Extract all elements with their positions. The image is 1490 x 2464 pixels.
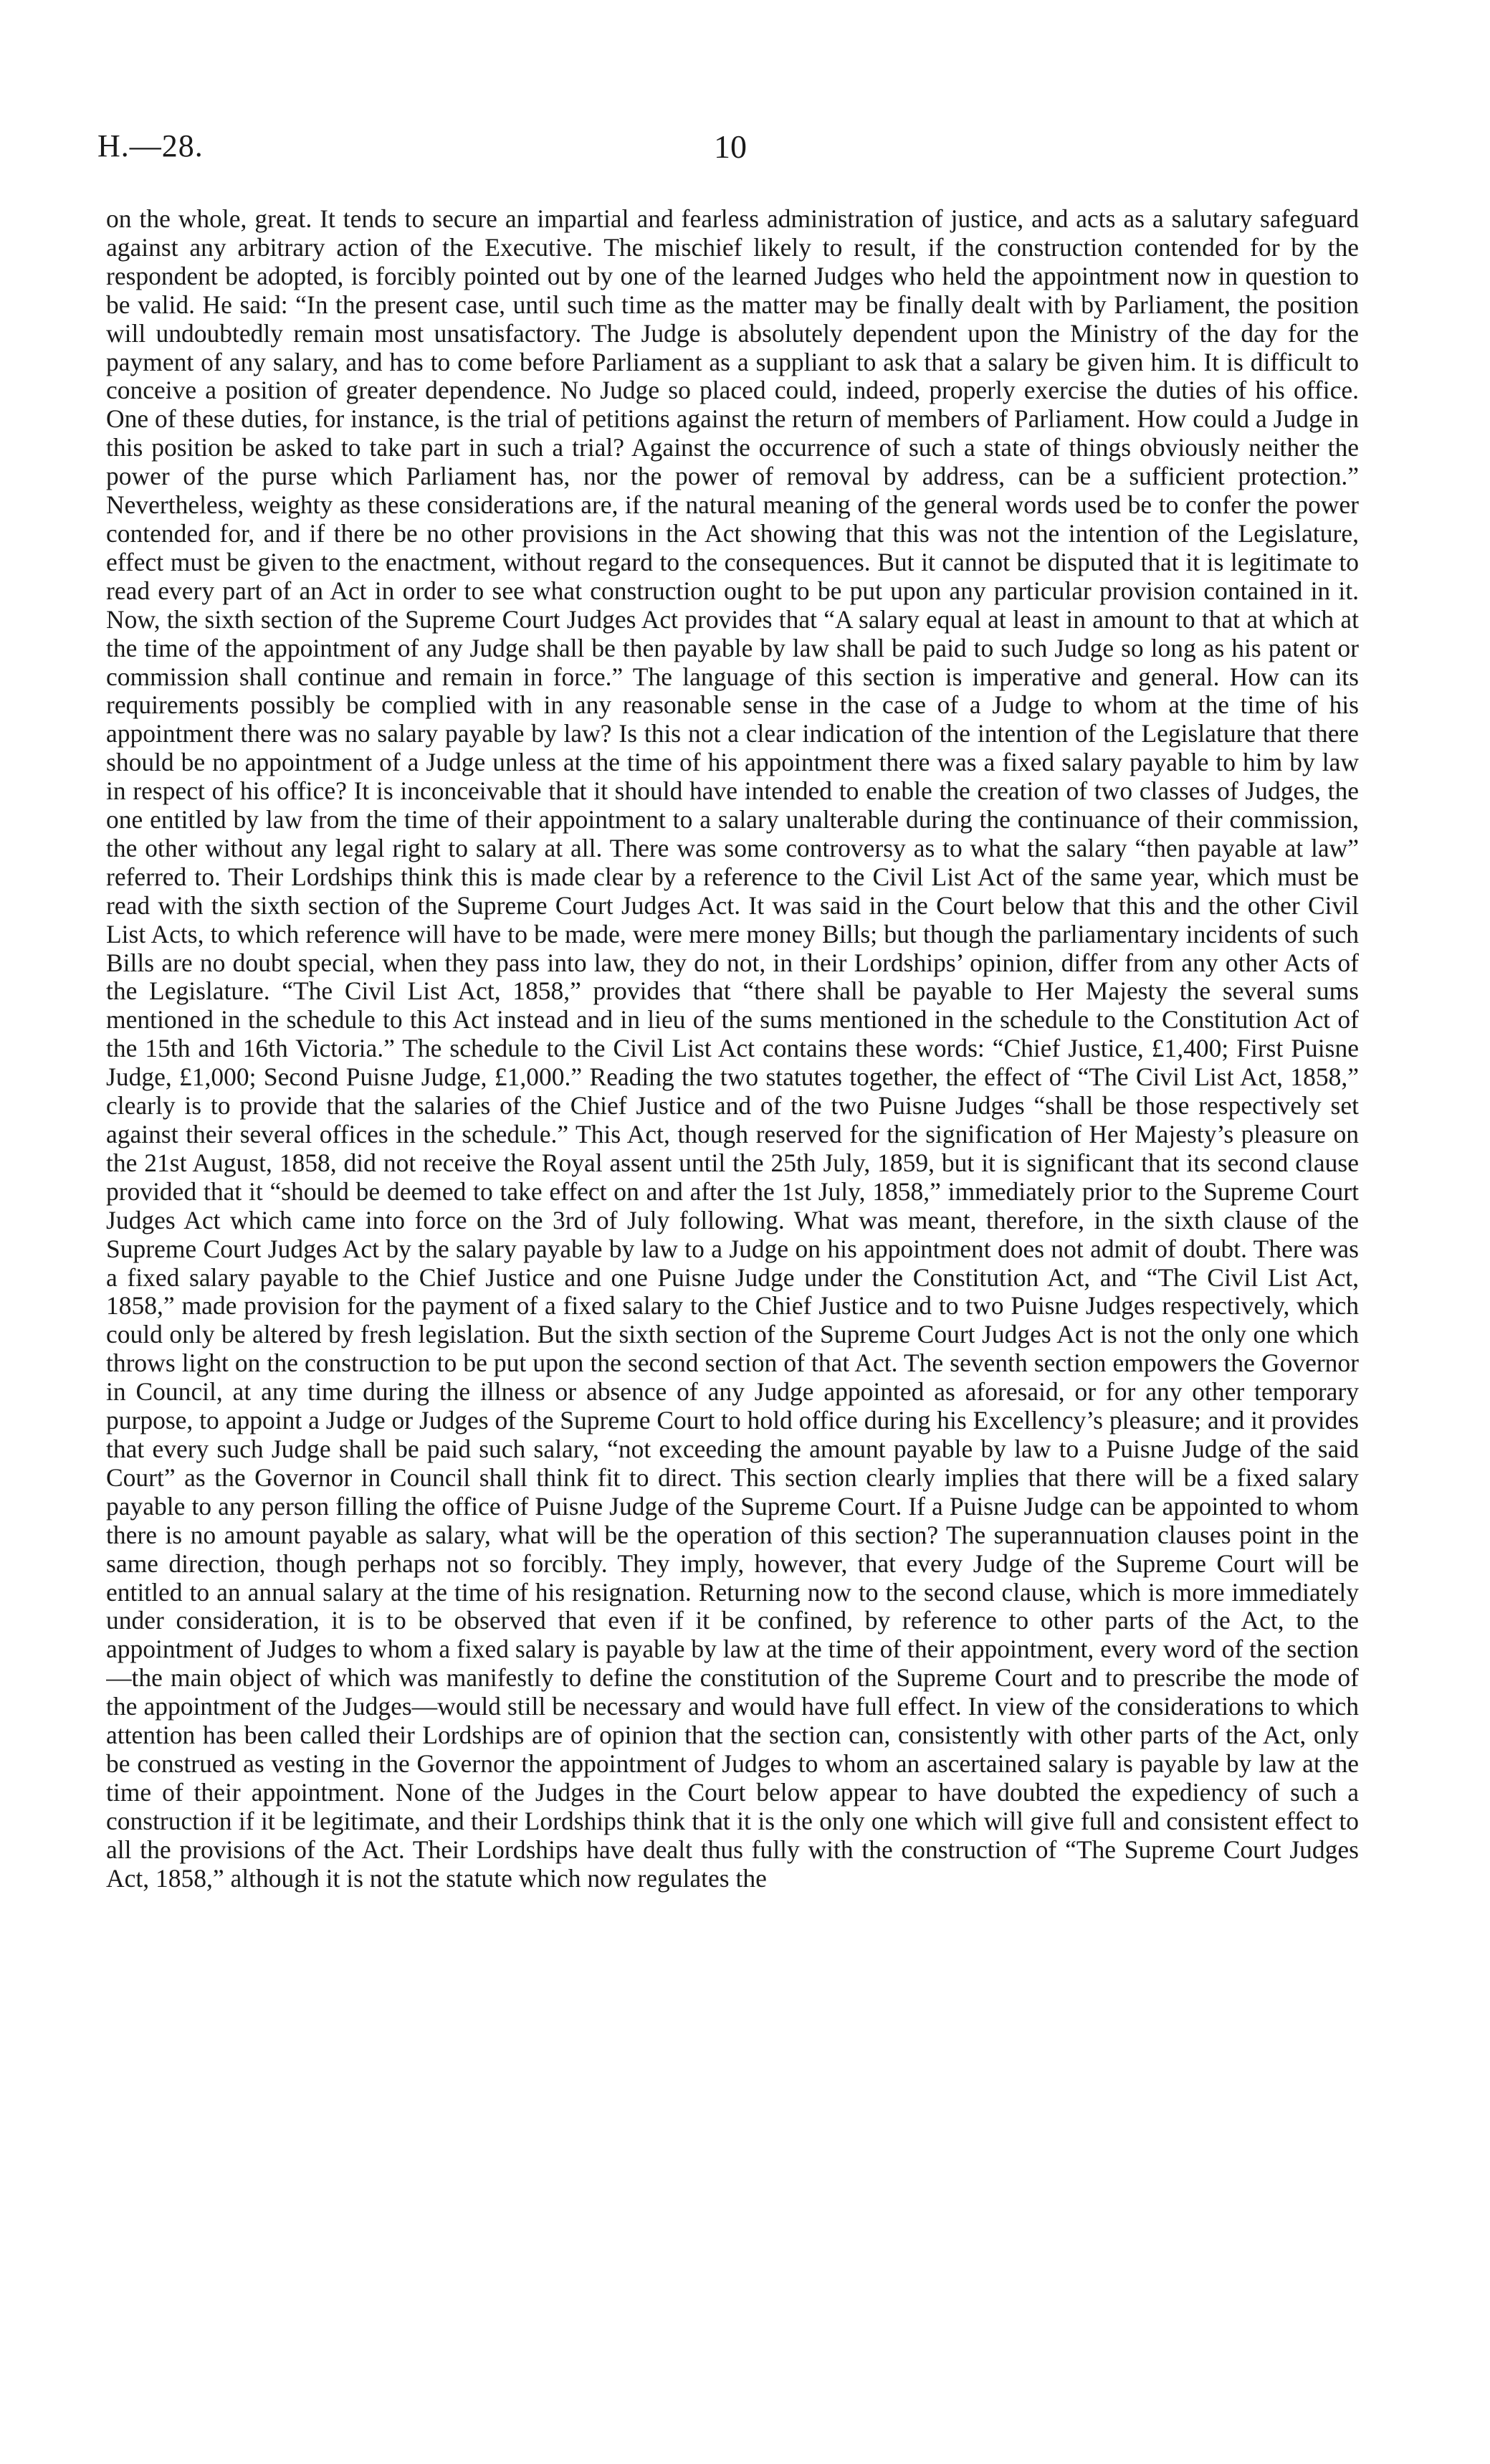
document-reference: H.—28. bbox=[97, 128, 204, 163]
page-header bbox=[97, 128, 1359, 178]
page-number: 10 bbox=[714, 128, 747, 165]
body-text bbox=[106, 205, 1359, 2435]
paragraph: on the whole, great. It tends to secure an impartial and fearless administration of justice, and acts as a salutary safeguard against any arbitrary action of the Executive. The mischief likely to result, if the construction contended for by the respondent be adopted, is forcibly pointed out by one of the learned Judges who held the appointment now in question to be valid. He said: “In the present case, until such time as the matter may be finally dealt with by Parliament, the position will undoubtedly remain most unsatisfactory. The Judge is absolutely dependent upon the Ministry of the day for the payment of any salary, and has to come before Parliament as a suppliant to ask that a salary be given him. It is difficult to conceive a position of greater dependence. No Judge so placed could, indeed, properly exercise the duties of his office. One of these duties, for instance, is the trial of petitions against the return of members of Parliament. How could a Judge in this position be asked to take part in such a trial? Against the occurrence of such a state of things obviously neither the power of the purse which Parliament has, nor the power of removal by address, can be a sufficient protection.” Nevertheless, weighty as these considerations are, if the natural meaning of the general words used be to confer the power contended for, and if there be no other provisions in the Act showing that this was not the intention of the Legislature, effect must be given to the enactment, without regard to the consequences. But it cannot be disputed that it is legitimate to read every part of an Act in order to see what construction ought to be put upon any particular provision contained in it. Now, the sixth section of the Supreme Court Judges Act provides that “A salary equal at least in amount to that at which at the time of the appointment of any Judge shall be then payable by law shall be paid to such Judge so long as his patent or commission shall continue and remain in force.” The language of this section is imperative and general. How can its requirements possibly be complied with in any reasonable sense in the case of a Judge to whom at the time of his appointment there was no salary payable by law? Is this not a clear indication of the intention of the Legislature that there should be no appointment of a Judge unless at the time of his appointment there was a fixed salary payable to him by law in respect of his office? It is inconceivable that it should have intended to enable the creation of two classes of Judges, the one entitled by law from the time of their appointment to a salary unalterable during the continuance of their commission, the other without any legal right to salary at all. There was some controversy as to what the salary “then payable at law” referred to. Their Lordships think this is made clear by a reference to the Civil List Act of the same year, which must be read with the sixth section of the Supreme Court Judges Act. It was said in the Court below that this and the other Civil List Acts, to which reference will have to be made, were mere money Bills; but though the parliamentary incidents of such Bills are no doubt special, when they pass into law, they do not, in their Lordships’ opinion, differ from any other Acts of the Legislature. “The Civil List Act, 1858,” provides that “there shall be payable to Her Majesty the several sums mentioned in the schedule to this Act instead and in lieu of the sums mentioned in the schedule to the Constitution Act of the 15th and 16th Victoria.” The schedule to the Civil List Act contains these words: “Chief Justice, £1,400; First Puisne Judge, £1,000; Second Puisne Judge, £1,000.” Reading the two statutes together, the effect of “The Civil List Act, 1858,” clearly is to provide that the salaries of the Chief Justice and of the two Puisne Judges “shall be those respectively set against their several offices in the schedule.” This Act, though reserved for the signification of Her Majesty’s pleasure on the 21st August, 1858, did not receive the Royal assent until the 25th July, 1859, but it is significant that its second clause provided that it “should be deemed to take effect on and after the 1st July, 1858,” immediately prior to the Supreme Court Judges Act which came into force on the 3rd of July following. What was meant, therefore, in the sixth clause of the Supreme Court Judges Act by the salary payable by law to a Judge on his appointment does not admit of doubt. There was a fixed salary payable to the Chief Justice and one Puisne Judge under the Constitution Act, and “The Civil List Act, 1858,” made provision for the payment of a fixed salary to the Chief Justice and to two Puisne Judges respectively, which could only be altered by fresh legislation. But the sixth section of the Supreme Court Judges Act is not the only one which throws light on the construction to be put upon the second section of that Act. The seventh section empowers the Governor in Council, at any time during the illness or absence of any Judge appointed as aforesaid, or for any other temporary purpose, to appoint a Judge or Judges of the Supreme Court to hold office during his Excellency’s pleasure; and it provides that every such Judge shall be paid such salary, “not exceeding the amount payable by law to a Puisne Judge of the said Court” as the Governor in Council shall think fit to direct. This section clearly implies that there will be a fixed salary payable to any person filling the office of Puisne Judge of the Supreme Court. If a Puisne Judge can be appointed to whom there is no amount payable as salary, what will be the operation of this section? The superannuation clauses point in the same direction, though perhaps not so forcibly. They imply, however, that every Judge of the Supreme Court will be entitled to an annual salary at the time of his resignation. Returning now to the second clause, which is more immediately under consideration, it is to be observed that even if it be confined, by reference to other parts of the Act, to the appointment of Judges to whom a fixed salary is payable by law at the time of their appointment, every word of the section—the main object of which was manifestly to define the constitution of the Supreme Court and to prescribe the mode of the appointment of the Judges—would still be necessary and would have full effect. In view of the considerations to which attention has been called their Lordships are of opinion that the section can, consistently with other parts of the Act, only be construed as vesting in the Governor the appointment of Judges to whom an ascertained salary is payable by law at the time of their appointment. None of the Judges in the Court below appear to have doubted the expediency of such a construction if it be legitimate, and their Lordships think that it is the only one which will give full and consistent effect to all the provisions of the Act. Their Lordships have dealt thus fully with the construction of “The Supreme Court Judges Act, 1858,” although it is not the statute which now regulates the bbox=[106, 205, 1359, 1893]
